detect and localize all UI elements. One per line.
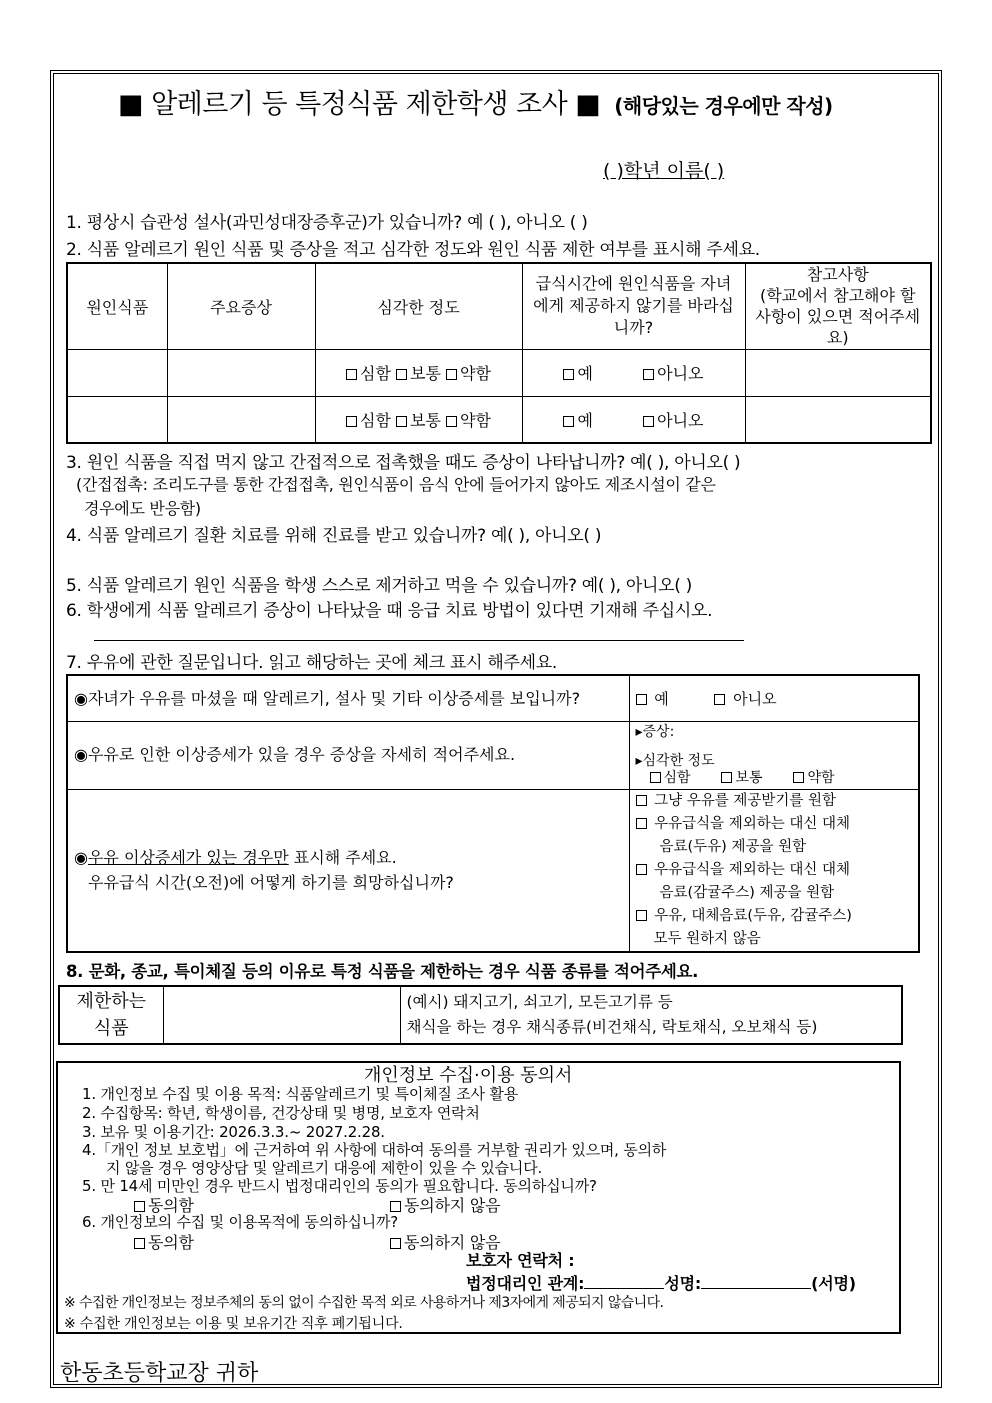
- question-7: 7. 우유에 관한 질문입니다. 읽고 해당하는 곳에 체크 표시 해주세요.: [66, 653, 557, 673]
- form-title: [118, 82, 833, 121]
- milk-symptom-answer: [629, 721, 919, 789]
- severity-cell-2: [315, 396, 522, 443]
- consent-6-agree[interactable]: 동의함: [134, 1230, 194, 1253]
- cause-food-cell-1[interactable]: [67, 349, 167, 396]
- milk-preference-options: 그냥 우유를 제공받기를 원함 우유급식을 제외하는 대신 대체 음료(두유) 제공을 원함 우유급식을 제외하는 대신 대체 음료(감귤주스) 제공을 원함 우유, 대체음료(두유, 감귤주스) 모두 원하지 않음: [629, 789, 919, 952]
- milk-preference-question: ◉우유 이상증세가 있는 경우만 표시해 주세요. 우유급식 시간(오전)에 어떻게 하기를 희망하십니까?: [67, 789, 629, 952]
- consent-line-2: 2. 수집항목: 학년, 학생이름, 건강상태 및 병명, 보호자 연락처: [82, 1104, 480, 1122]
- consent-line-1: 1. 개인정보 수집 및 이용 목적: 식품알레르기 및 특이체질 조사 활용: [82, 1085, 518, 1103]
- milk-mild-checkbox[interactable]: 약함: [793, 770, 834, 786]
- cause-food-cell-2[interactable]: [67, 396, 167, 443]
- consent-6-disagree[interactable]: 동의하지 않음: [390, 1230, 500, 1253]
- consent-line-4b: 지 않을 경우 영양상담 및 알레르기 대응에 제한이 있을 수 있습니다.: [106, 1159, 543, 1177]
- yes-checkbox[interactable]: 예: [563, 364, 592, 383]
- consent-line-5: 5. 만 14세 미만인 경우 반드시 법정대리인의 동의가 필요합니다. 동의하십니까?: [82, 1177, 597, 1195]
- header-severity: 심각한 정도: [315, 263, 522, 349]
- symptom-cell-2[interactable]: [167, 396, 315, 443]
- restrict-example: (예시) 돼지고기, 쇠고기, 모든고기류 등 채식을 하는 경우 채식종류(비건채식, 락토채식, 오보채식 등): [400, 986, 902, 1044]
- consent-note-2: ※ 수집한 개인정보는 이용 및 보유기간 직후 폐기됩니다.: [64, 1316, 403, 1332]
- milk-severity-label: ▸심각한 정도: [635, 752, 715, 769]
- milk-pref-option-1[interactable]: 그냥 우유를 제공받기를 원함: [636, 790, 913, 813]
- milk-yes-checkbox[interactable]: 예: [636, 690, 669, 708]
- mild-checkbox[interactable]: 약함: [446, 364, 491, 383]
- emergency-treatment-field[interactable]: [94, 640, 744, 641]
- restrict-food-table: [58, 985, 903, 1045]
- consent-line-6: 6. 개인정보의 수집 및 이용목적에 동의하십니까?: [82, 1213, 399, 1231]
- no-checkbox[interactable]: 아니오: [643, 411, 703, 430]
- question-3-note-2: 경우에도 반응함): [84, 499, 201, 518]
- milk-no-checkbox[interactable]: 아니오: [714, 690, 776, 708]
- milk-pref-option-4[interactable]: 우유, 대체음료(두유, 감귤주스): [636, 905, 913, 928]
- restrict-label: 제한하는 식품: [59, 986, 163, 1044]
- consent-title: 개인정보 수집·이용 동의서: [364, 1065, 573, 1086]
- question-3: 3. 원인 식품을 직접 먹지 않고 간접적으로 접촉했을 때도 증상이 나타납니까? 예( ), 아니오( ): [66, 453, 741, 473]
- form-title-sub: (해당있는 경우에만 작성): [614, 94, 833, 118]
- mild-checkbox[interactable]: 약함: [446, 411, 491, 430]
- header-cause-food: 원인식품: [67, 263, 167, 349]
- milk-symptom-question: ◉우유로 인한 이상증세가 있을 경우 증상을 자세히 적어주세요.: [67, 721, 629, 789]
- consent-5-agree[interactable]: 동의함: [134, 1193, 194, 1216]
- reference-cell-1[interactable]: [745, 349, 931, 396]
- severe-checkbox[interactable]: 심함: [346, 411, 391, 430]
- exclude-cell-1: [522, 349, 745, 396]
- milk-table: [66, 674, 920, 953]
- moderate-checkbox[interactable]: 보통: [396, 411, 441, 430]
- exclude-cell-2: [522, 396, 745, 443]
- moderate-checkbox[interactable]: 보통: [396, 364, 441, 383]
- milk-pref-option-2[interactable]: 우유급식을 제외하는 대신 대체: [636, 813, 913, 836]
- header-symptom: 주요증상: [167, 263, 315, 349]
- milk-pref-option-3[interactable]: 우유급식을 제외하는 대신 대체: [636, 859, 913, 882]
- symptom-cell-1[interactable]: [167, 349, 315, 396]
- reference-cell-2[interactable]: [745, 396, 931, 443]
- question-5: 5. 식품 알레르기 원인 식품을 학생 스스로 제거하고 먹을 수 있습니까? 예( ), 아니오( ): [66, 576, 693, 596]
- consent-note-1: ※ 수집한 개인정보는 정보주체의 동의 없이 수집한 목적 외로 사용하거나 제3자에게 제공되지 않습니다.: [64, 1295, 664, 1311]
- milk-reaction-question: ◉자녀가 우유를 마셨을 때 알레르기, 설사 및 기타 이상증세를 보입니까?: [67, 675, 629, 721]
- allergy-table: [66, 262, 932, 444]
- milk-reaction-answer: [629, 675, 919, 721]
- guardian-relation: 법정대리인 관계: 성명: (서명): [466, 1274, 856, 1293]
- question-1: 1. 평상시 습관성 설사(과민성대장증후군)가 있습니까? 예 ( ), 아니오 ( ): [66, 213, 588, 233]
- yes-checkbox[interactable]: 예: [563, 411, 592, 430]
- question-6: 6. 학생에게 식품 알레르기 증상이 나타났을 때 응급 치료 방법이 있다면 기재해 주십시오.: [66, 601, 713, 621]
- question-2: 2. 식품 알레르기 원인 식품 및 증상을 적고 심각한 정도와 원인 식품 제한 여부를 표시해 주세요.: [66, 240, 760, 260]
- consent-line-4a: 4.「개인 정보 보호법」에 근거하여 위 사항에 대하여 동의를 거부할 권리가 있으며, 동의하: [82, 1141, 667, 1159]
- addressee: 한동초등학교장 귀하: [60, 1361, 259, 1386]
- reference-desc: (학교에서 참고해야 할 사항이 있으면 적어주세요): [755, 286, 921, 348]
- question-4: 4. 식품 알레르기 질환 치료를 위해 진료를 받고 있습니까? 예( ), 아니오( ): [66, 526, 602, 546]
- guardian-relation-field[interactable]: [584, 1274, 664, 1289]
- header-exclude: 급식시간에 원인식품을 자녀에게 제공하지 않기를 바라십니까?: [522, 263, 745, 349]
- guardian-contact[interactable]: 보호자 연락처 :: [466, 1251, 575, 1270]
- consent-5-disagree[interactable]: 동의하지 않음: [390, 1193, 500, 1216]
- question-3-note-1: (간접접촉: 조리도구를 통한 간접접촉, 원인식품이 음식 안에 들어가지 않아도 제조시설이 같은: [76, 475, 716, 494]
- form-title-main: ■ 알레르기 등 특정식품 제한학생 조사 ■: [118, 89, 601, 120]
- consent-line-3: 3. 보유 및 이용기간: 2026.3.3.~ 2027.2.28.: [82, 1123, 385, 1141]
- milk-moderate-checkbox[interactable]: 보통: [721, 770, 762, 786]
- no-checkbox[interactable]: 아니오: [643, 364, 703, 383]
- reference-title: 참고사항: [806, 265, 869, 285]
- restrict-food-input[interactable]: [163, 986, 400, 1044]
- guardian-name-field[interactable]: [701, 1274, 811, 1289]
- severe-checkbox[interactable]: 심함: [346, 364, 391, 383]
- severity-cell-1: [315, 349, 522, 396]
- question-8: 8. 문화, 종교, 특이체질 등의 이유로 특정 식품을 제한하는 경우 식품 종류를 적어주세요.: [66, 962, 699, 981]
- milk-severe-checkbox[interactable]: 심함: [650, 770, 691, 786]
- header-reference: [745, 263, 931, 349]
- grade-name-field[interactable]: ( )학년 이름( ): [603, 160, 725, 182]
- milk-symptom-label[interactable]: ▸증상:: [635, 723, 675, 740]
